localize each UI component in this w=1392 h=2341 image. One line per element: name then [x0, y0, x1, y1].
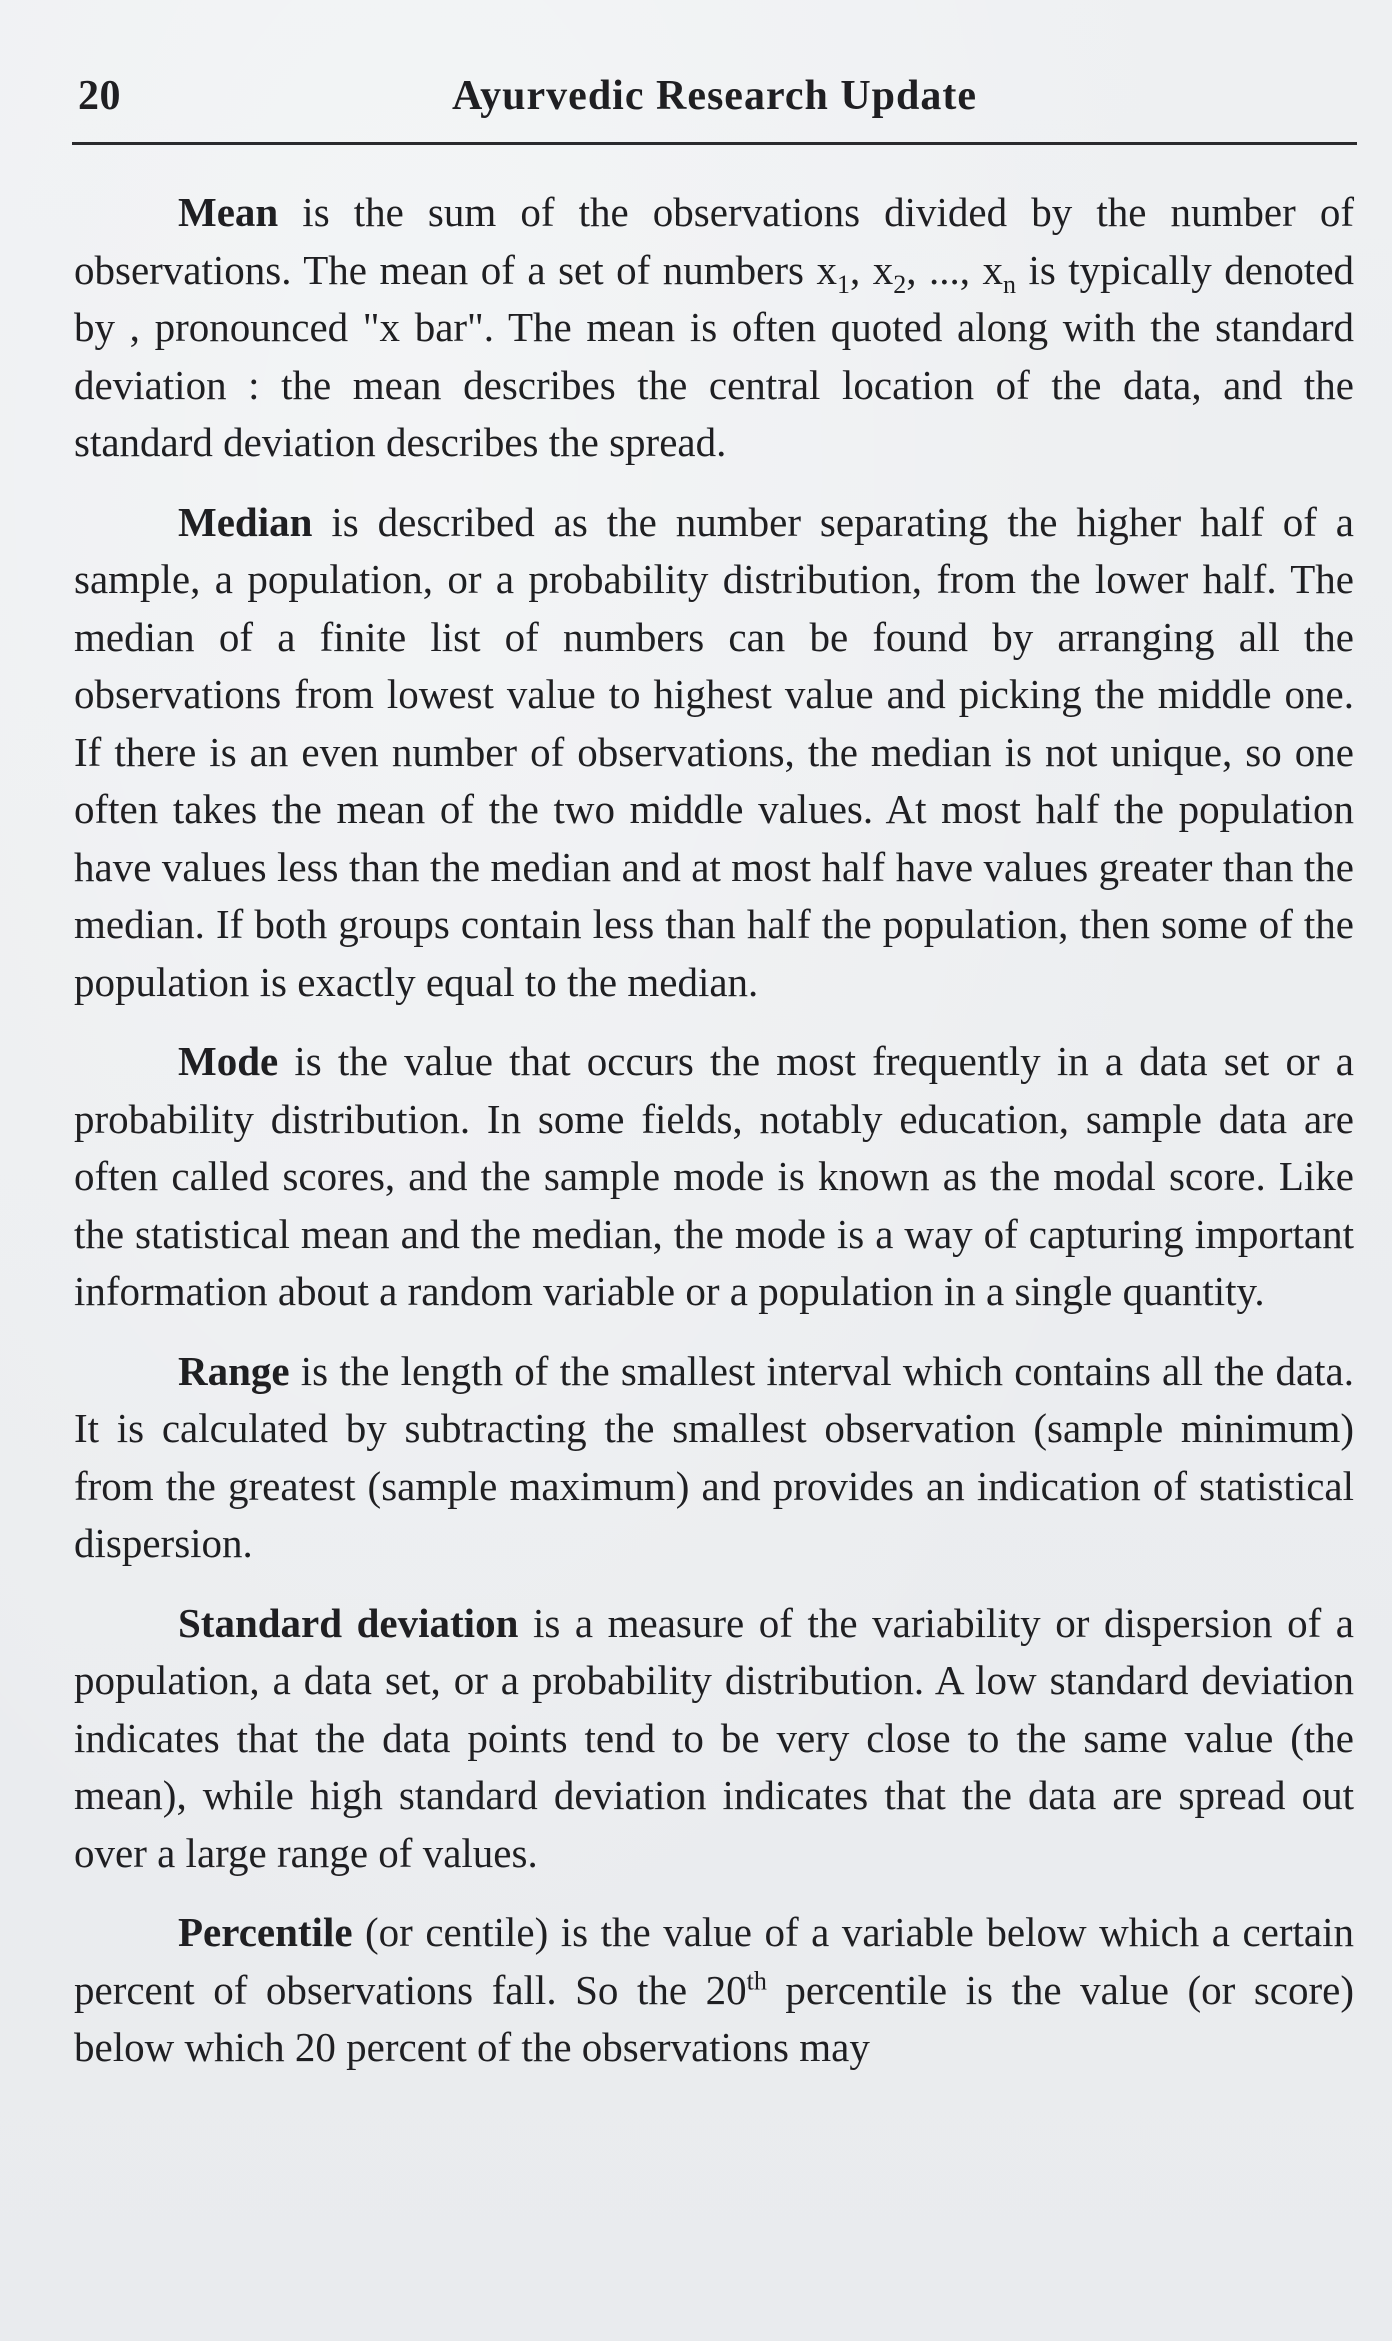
superscript-th: th — [746, 1965, 767, 1995]
standard-deviation-text: is a measure of the variability or dispersion of a population, a data set, or a probability distribution. A low standard deviation indicates that the data points tend to be very close to the same value (the mean), while high standard deviation indicates that the data are spread out over a large range of values. — [74, 1599, 1354, 1876]
mean-text-1: is the sum of the observations divided by the number of observations. The mean of a set of numbers x — [74, 189, 1354, 293]
paragraph-percentile — [74, 1904, 1354, 2077]
subscript-2: 2 — [893, 269, 907, 299]
range-text: is the length of the smallest interval which contains all the data. It is calculated by subtracting the smallest observation (sample minimum) from the greatest (sample maximum) and provides an indication of statistical dispersion. — [74, 1347, 1354, 1566]
paragraph-standard-deviation — [74, 1595, 1354, 1883]
paragraph-mode — [74, 1033, 1354, 1321]
mean-text-2: , x — [849, 246, 894, 293]
term-mode: Mode — [178, 1038, 279, 1084]
mean-text-3: , ..., x — [906, 246, 1003, 293]
page-number: 20 — [78, 73, 121, 119]
mean-text-4: is typically denoted by , pronounced "x bar". The mean is often quoted along with the standard deviation : the mean describes the central location of the data, and the standard deviation describes the spread. — [74, 246, 1355, 465]
term-mean: Mean — [178, 189, 279, 235]
mode-text: is the value that occurs the most frequently in a data set or a probability distribution. In some fields, notably education, sample data are often called scores, and the sample mode is known as the modal score. Like the statistical mean and the median, the mode is a way of capturing important information about a random variable or a population in a single quantity. — [74, 1038, 1354, 1314]
median-text: is described as the number separating the higher half of a sample, a population, or a probability distribution, from the lower half. The median of a finite list of numbers can be found by arranging all the observations from lowest value to highest value and picking the middle one. If there is an even number of observations, the median is not unique, so one often takes the mean of the two middle values. At most half the population have values less than the median and at most half have values greater than the median. If both groups contain less than half the population, then some of the population is exactly equal to the median. — [74, 498, 1354, 1005]
percentile-text-2: percentile is the value (or score) below which 20 percent of the observations may — [74, 1966, 1354, 2070]
term-standard-deviation: Standard deviation — [178, 1599, 519, 1646]
term-median: Median — [178, 498, 313, 545]
page-header — [72, 62, 1357, 145]
subscript-1: 1 — [836, 269, 850, 299]
paragraph-mean — [74, 184, 1354, 472]
body-text — [74, 184, 1354, 2099]
running-title: Ayurvedic Research Update — [451, 73, 978, 119]
term-range: Range — [178, 1347, 290, 1394]
subscript-n: n — [1002, 269, 1016, 299]
percentile-text-1: (or centile) is the value of a variable below which a certain percent of observations fall. So the 20 — [74, 1909, 1354, 2013]
term-percentile: Percentile — [178, 1909, 353, 1955]
paragraph-median — [74, 494, 1354, 1012]
paragraph-range — [74, 1343, 1354, 1573]
